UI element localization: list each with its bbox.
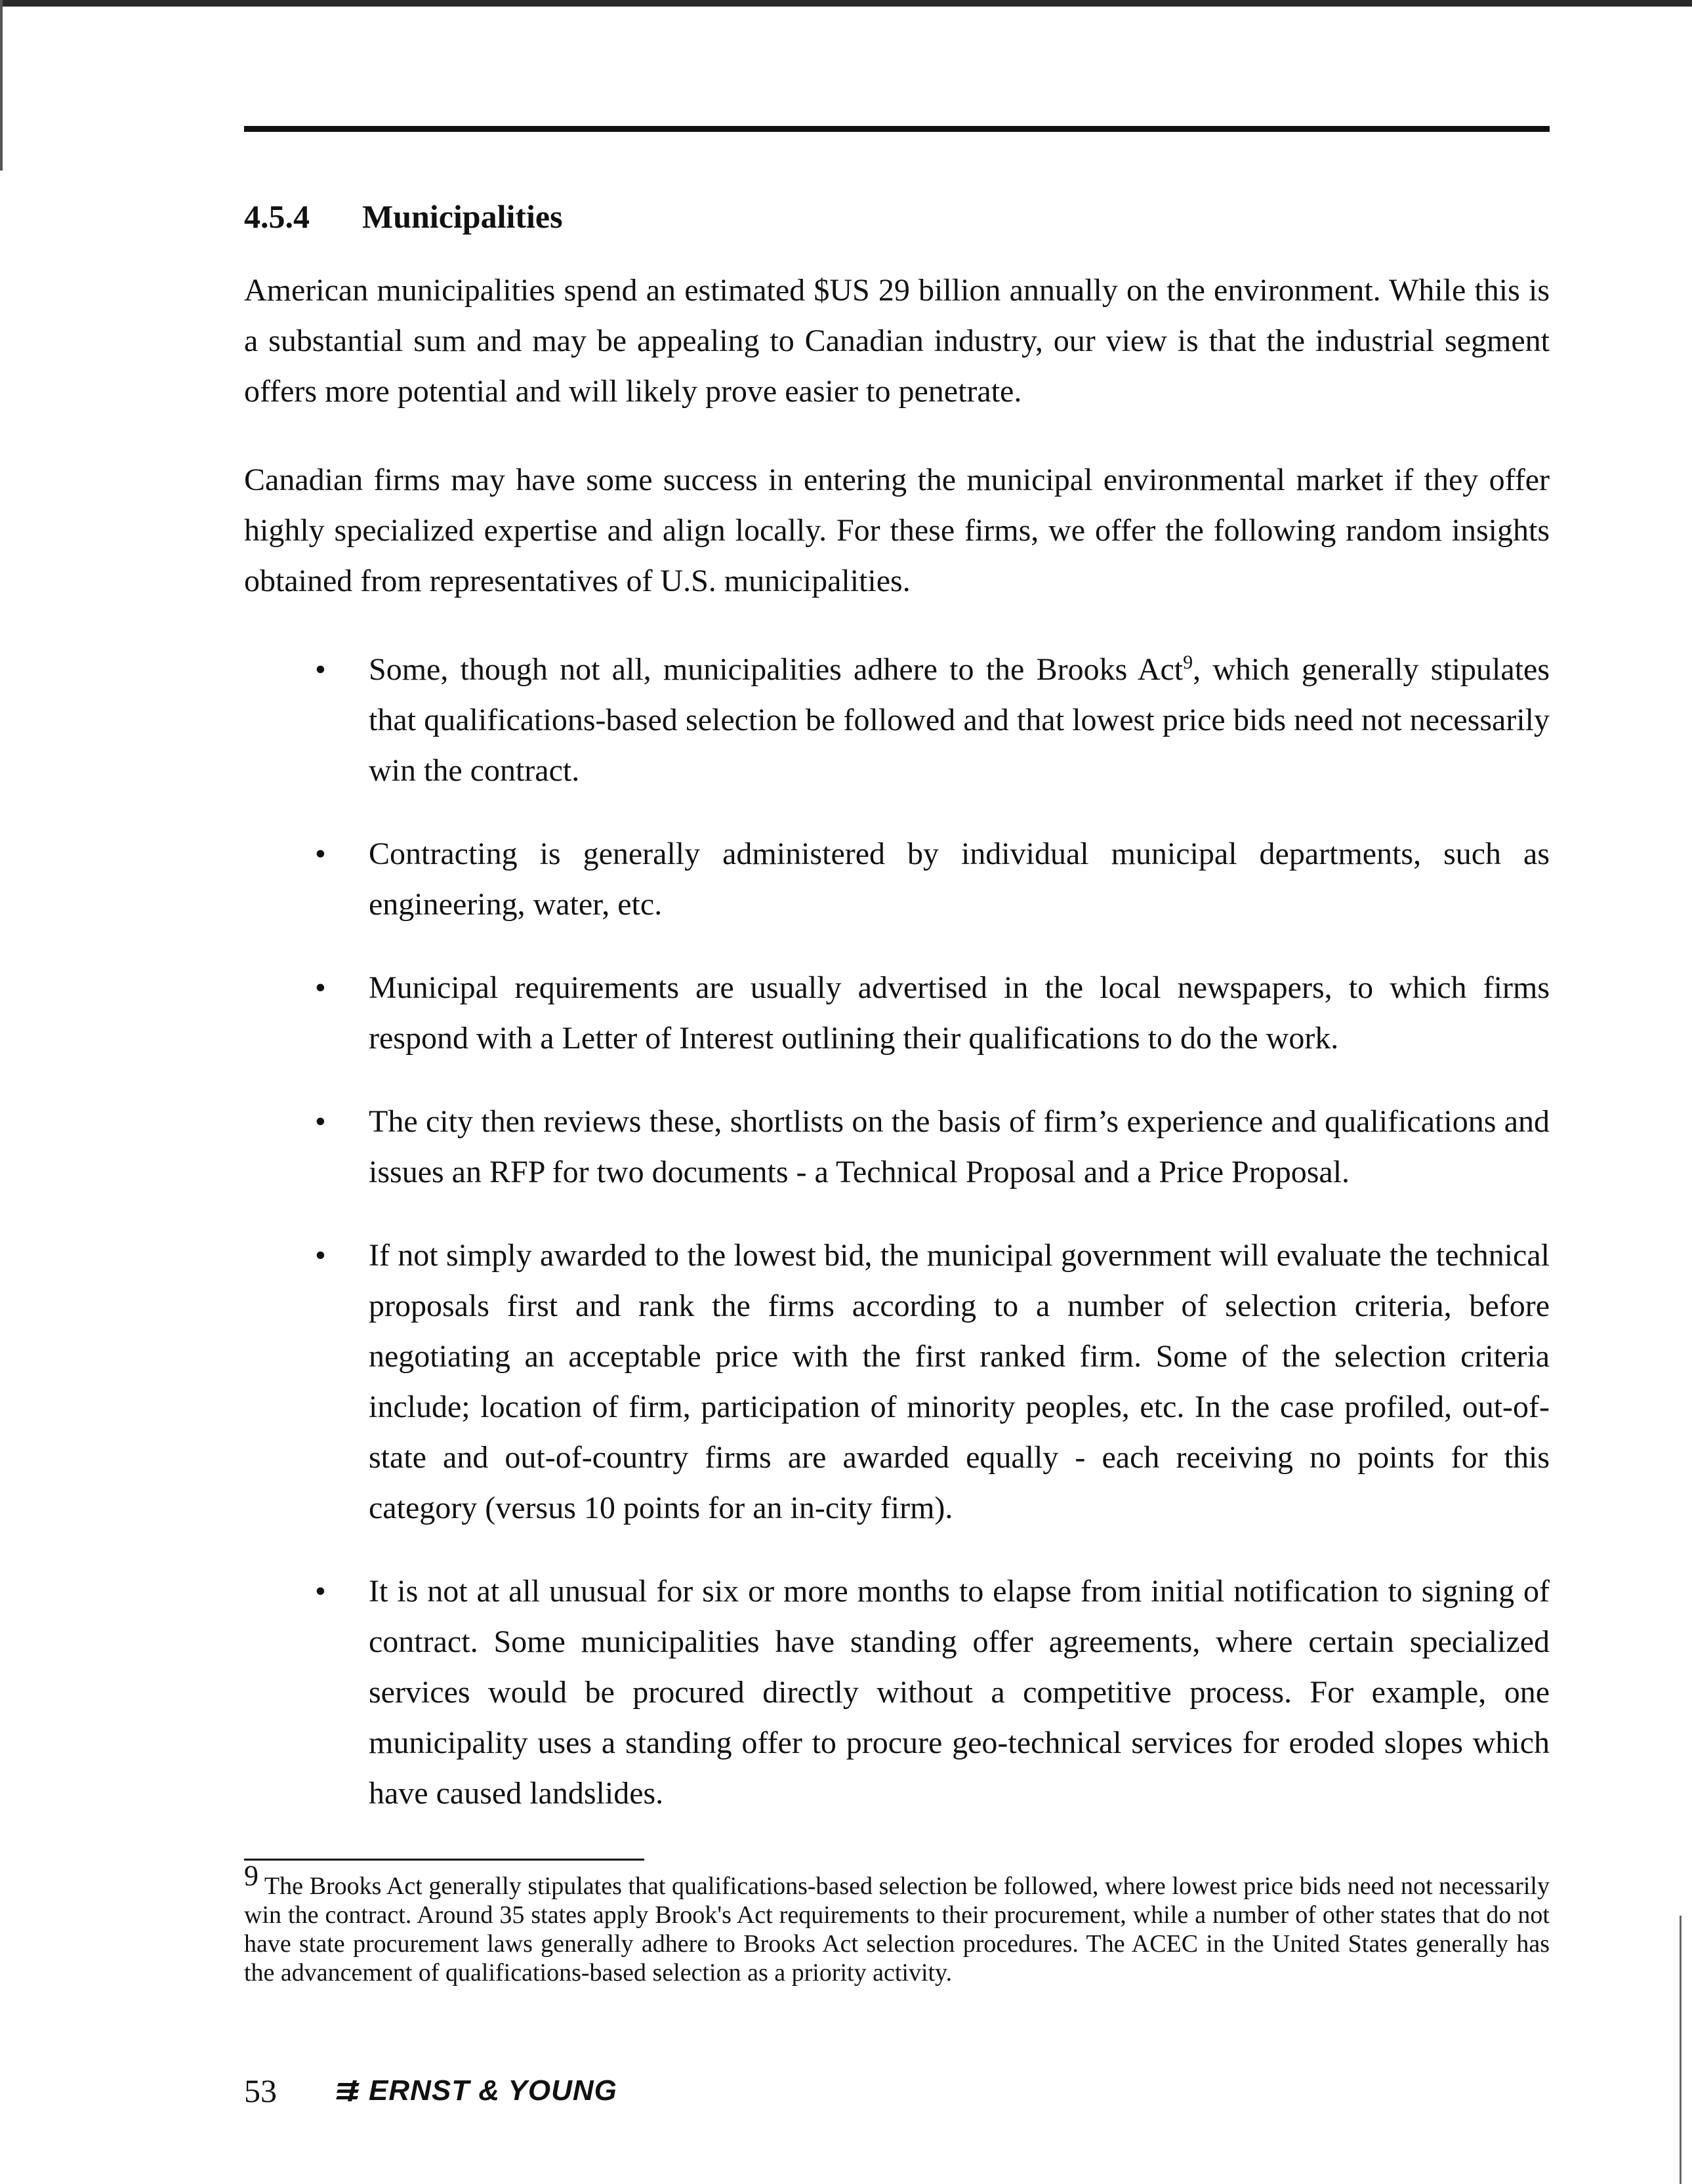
paragraph: American municipalities spend an estimated $US 29 billion annually on the environment. While this is a substantial sum and may be appealing to Canadian industry, our view is that the industrial segment offers more potential and will likely prove easier to penetrate.	[244, 273, 1550, 409]
scan-edge-left	[0, 0, 3, 171]
header-rule	[244, 126, 1550, 132]
bullet-icon: •	[315, 1574, 326, 1609]
bullet-text: The city then reviews these, shortlists on the basis of firm’s experience and qualifications and issues an RFP for two documents - a Technical Proposal and a Price Proposal.	[369, 1104, 1550, 1189]
bullet-item	[244, 1566, 1550, 1819]
bullet-list	[244, 644, 1550, 1819]
bullet-item	[244, 829, 1550, 930]
bullet-item	[244, 644, 1550, 796]
footnote-ref: 9	[1183, 651, 1193, 673]
bullet-text: Municipal requirements are usually advertised in the local newspapers, to which firms respond with a Letter of Interest outlining their qualifications to do the work.	[369, 970, 1550, 1056]
section-heading	[244, 197, 1550, 236]
company-logo	[336, 2074, 617, 2107]
section-number: 4.5.4	[244, 198, 310, 235]
bullet-icon: •	[315, 652, 326, 687]
bullet-text: Some, though not all, municipalities adhere to the Brooks Act	[369, 652, 1184, 687]
footnote	[244, 1859, 1550, 1987]
bullet-text: It is not at all unusual for six or more months to elapse from initial notification to signing of contract. Some municipalities have standing offer agreements, where certain specialized services would be procured directly without a competitive process. For example, one municipality uses a standing offer to procure geo-technical services for eroded slopes which have caused landslides.	[369, 1574, 1550, 1811]
page-footer	[244, 2068, 617, 2114]
bullet-text: If not simply awarded to the lowest bid, the municipal government will evaluate the technical proposals first and rank the firms according to a number of selection criteria, before negotiating an acceptable price with the first ranked firm. Some of the selection criteria include; location of firm, participation of minority peoples, etc. In the case profiled, out-of-state and out-of-country firms are awarded equally - each receiving no points for this category (versus 10 points for an in-city firm).	[369, 1238, 1550, 1525]
bullet-text-continued: , which generally stipulates that qualifications-based selection be followed and that lowest price bids need not necessarily win the contract.	[369, 652, 1550, 788]
section-title: Municipalities	[362, 198, 563, 235]
page-number: 53	[244, 2072, 277, 2109]
bullet-item	[244, 962, 1550, 1063]
page-body	[244, 197, 1550, 1851]
bullet-icon: •	[315, 836, 326, 871]
scan-edge-top	[0, 0, 1692, 7]
footnote-marker: 9	[244, 1859, 258, 1892]
paragraph: Canadian firms may have some success in entering the municipal environmental market if they offer highly specialized expertise and align locally. For these firms, we offer the following random insights obtained from representatives of U.S. municipalities.	[244, 463, 1550, 598]
bullet-item	[244, 1096, 1550, 1197]
bullet-icon: •	[315, 1104, 326, 1139]
scan-edge-right	[1680, 1916, 1682, 2184]
bullet-text: Contracting is generally administered by individual municipal departments, such as engineering, water, etc.	[369, 836, 1550, 922]
footnote-rule	[244, 1859, 644, 1861]
bullet-icon: •	[315, 970, 326, 1005]
bullet-icon: •	[315, 1238, 326, 1273]
footnote-text: The Brooks Act generally stipulates that qualifications-based selection be followed, where lowest price bids need not necessarily win the contract. Around 35 states apply Brook's Act requirements to their procurement, while a number of other states that do not have state procurement laws generally adhere to Brooks Act selection procedures. The ACEC in the United States generally has the advancement of qualifications-based selection as a priority activity.	[244, 1872, 1550, 1987]
bullet-item	[244, 1230, 1550, 1533]
ernst-young-logo-icon	[336, 2079, 362, 2103]
logo-text: ERNST & YOUNG	[369, 2074, 617, 2107]
